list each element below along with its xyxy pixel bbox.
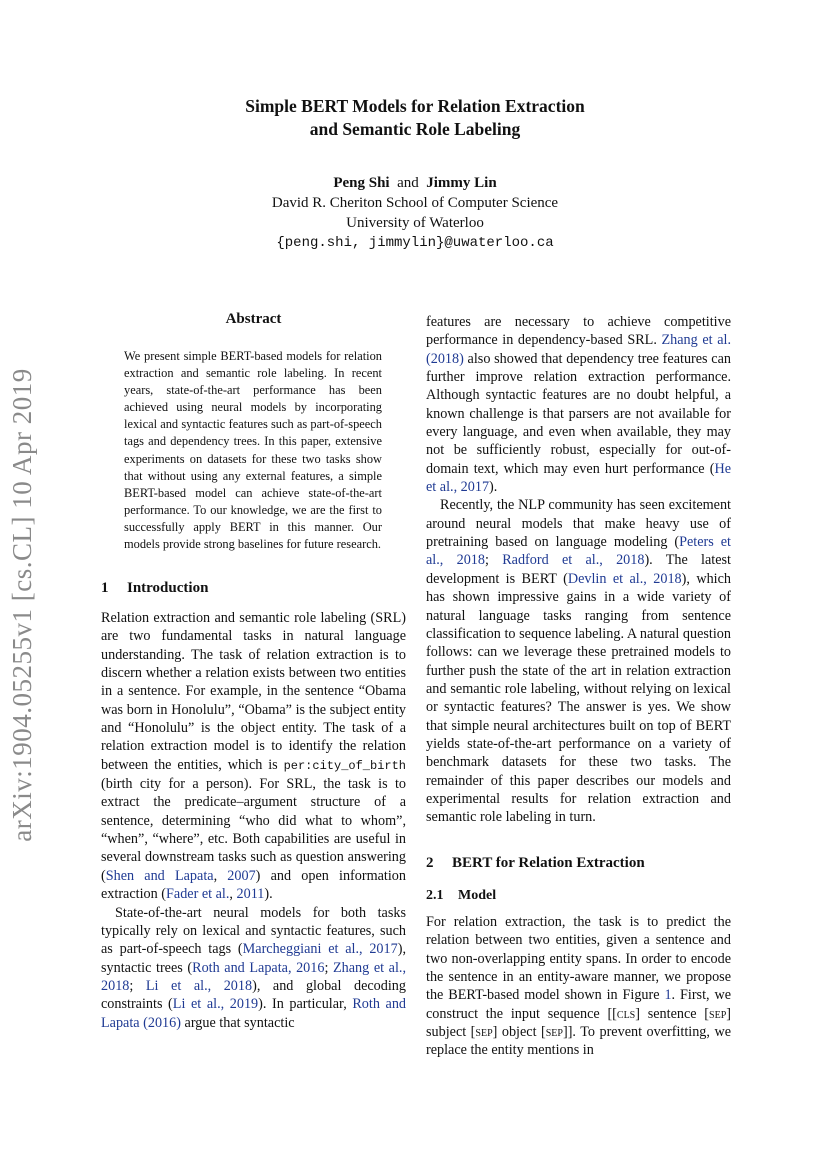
section-1-title: Introduction <box>127 580 209 596</box>
author-2: Jimmy Lin <box>426 175 497 191</box>
citation-roth-lapata-2016[interactable]: Roth and Lapata (2016) <box>101 996 407 1031</box>
citation-zhang[interactable]: Zhang et al., 2018 <box>101 959 406 994</box>
author-1: Peng Shi <box>333 175 390 191</box>
author-block <box>150 173 680 253</box>
right-paragraph-2: Recently, the NLP community has seen excitement around neural models that make heavy use of pretraining based on language modeling (Peters et al., 2018; Radford et al., 2018). The latest development is BERT (Devlin et al., 2018), which has shown impressive gains in a wide variety of natural language tasks ranging from sentence classification to sequence labeling. A natural question follows: can we leverage these pretrained models to further push the state of the art in relation extraction and semantic role labeling, without relying on lexical or syntactic features? The answer is yes. We show that simple neural architectures built on top of BERT yields state-of-the-art performance on a variety of benchmark datasets for these two tasks. The remainder of this paper describes our models and experimental results for relation extraction and semantic role labeling in turn. <box>426 497 732 826</box>
relation-label-code: per:city_of_birth <box>283 758 406 773</box>
intro-paragraph-2: State-of-the-art neural models for both tasks typically rely on lexical and syntactic features, such as part-of-speech tags (Marcheggiani et al., 2017), syntactic trees (Roth and Lapata, 2016; Zhang et al., 2018; Li et al., 2018), and global decoding constraints (Li et al., 2019). In particular, Roth and Lapata (2016) argue that syntactic <box>101 904 407 1031</box>
section-2-number: 2 <box>426 855 434 871</box>
citation-shen-lapata[interactable]: Shen and Lapata <box>105 867 214 884</box>
author-names <box>150 173 680 193</box>
figure-1-reference[interactable]: 1 <box>664 987 672 1004</box>
section-2-body <box>426 913 731 1060</box>
citation-li-2019[interactable]: Li et al., 2019 <box>172 996 259 1013</box>
left-column-body <box>101 609 406 1032</box>
citation-peters[interactable]: Peters et al., 2018 <box>426 534 731 569</box>
section-2-title: BERT for Relation Extraction <box>452 855 645 871</box>
subsection-2-1-title: Model <box>458 888 497 903</box>
right-paragraph-1: features are necessary to achieve competitive performance in dependency-based SRL. Zhang et al. (2018) also showed that dependency tree features can further improve relation extraction performance. Although syntactic features are no doubt helpful, a known challenge is that parsers are not available for every language, and even when available, they may not be sufficiently robust, especially for out-of-domain text, which may even hurt performance (He et al., 2017). <box>426 314 731 496</box>
section-1-number: 1 <box>101 580 109 596</box>
author-email: {peng.shi, jimmylin}@uwaterloo.ca <box>276 235 554 251</box>
cls-token: cls <box>616 1005 636 1022</box>
title-line-2: and Semantic Role Labeling <box>309 119 521 139</box>
sep-token-2: sep <box>475 1024 493 1041</box>
citation-devlin[interactable]: Devlin et al., 2018 <box>567 570 682 587</box>
citation-he[interactable]: He et al., 2017 <box>426 460 731 496</box>
sep-token-3: sep <box>545 1024 563 1041</box>
section-2-heading <box>426 855 645 872</box>
subsection-2-1-number: 2.1 <box>426 888 444 903</box>
abstract-heading: Abstract <box>225 311 282 327</box>
right-column-body <box>426 313 731 827</box>
arxiv-identifier: arXiv:1904.05255v1 [cs.CL] 10 Apr 2019 <box>7 368 37 842</box>
citation-li-2018[interactable]: Li et al., 2018 <box>145 977 253 994</box>
title-line-1: Simple BERT Models for Relation Extraction <box>245 96 585 116</box>
citation-roth-lapata[interactable]: Roth and Lapata, 2016 <box>192 959 325 976</box>
sep-token-1: sep <box>709 1005 727 1022</box>
intro-paragraph-1: Relation extraction and semantic role labeling (SRL) are two fundamental tasks in natural language understanding. The task of relation extraction is to discern whether a relation exists between two entities in a sentence. For example, in the sentence “Obama was born in Honolulu”, “Obama” is the subject entity and “Honolulu” is the object entity. The task of a relation extraction model is to identify the relation between the entities, which is per:city_of_birth (birth city for a person). For SRL, the task is to extract the predicate–argument structure of a sentence, determining “who did what to whom”, “when”, “where”, etc. Both capabilities are useful in several downstream tasks such as question answering (Shen and Lapata, 2007) and open information extraction (Fader et al., 2011). <box>101 610 406 903</box>
author-conjunction: and <box>397 175 419 191</box>
citation-fader[interactable]: Fader et al. <box>166 886 230 903</box>
citation-shen-lapata-year[interactable]: 2007 <box>227 867 256 884</box>
citation-marcheggiani[interactable]: Marcheggiani et al., 2017 <box>242 941 398 958</box>
citation-radford[interactable]: Radford et al., 2018 <box>502 552 645 569</box>
citation-fader-year[interactable]: 2011 <box>236 886 265 903</box>
affiliation-university: University of Waterloo <box>346 215 484 231</box>
affiliation-school: David R. Cheriton School of Computer Science <box>271 195 559 211</box>
abstract-text: We present simple BERT-based models for relation extraction and semantic role labeling. In recent years, state-of-the-art performance has been achieved using neural models by incorporating lexical and syntactic features such as part-of-speech tags and dependency trees. In this paper, extensive experiments on datasets for these two tasks show that without using any external features, a simple BERT-based model can achieve state-of-the-art performance. To our knowledge, we are the first to successfully apply BERT in this manner. Our models provide strong baselines for future research. <box>124 349 382 552</box>
section-2-paragraph-1: For relation extraction, the task is to predict the relation between two entities, given a sentence and two non-overlapping entity spans. In order to encode the sentence in an entity-aware manner, we propose the BERT-based model shown in Figure 1. First, we construct the input sequence [[cls] sentence [sep] subject [sep] object [sep]]. To prevent overfitting, we replace the entity mentions in <box>426 914 731 1059</box>
section-1-heading <box>101 580 208 597</box>
citation-zhang-2018[interactable]: Zhang et al. (2018) <box>426 332 731 367</box>
paper-title <box>150 95 680 141</box>
subsection-2-1-heading <box>426 888 496 904</box>
